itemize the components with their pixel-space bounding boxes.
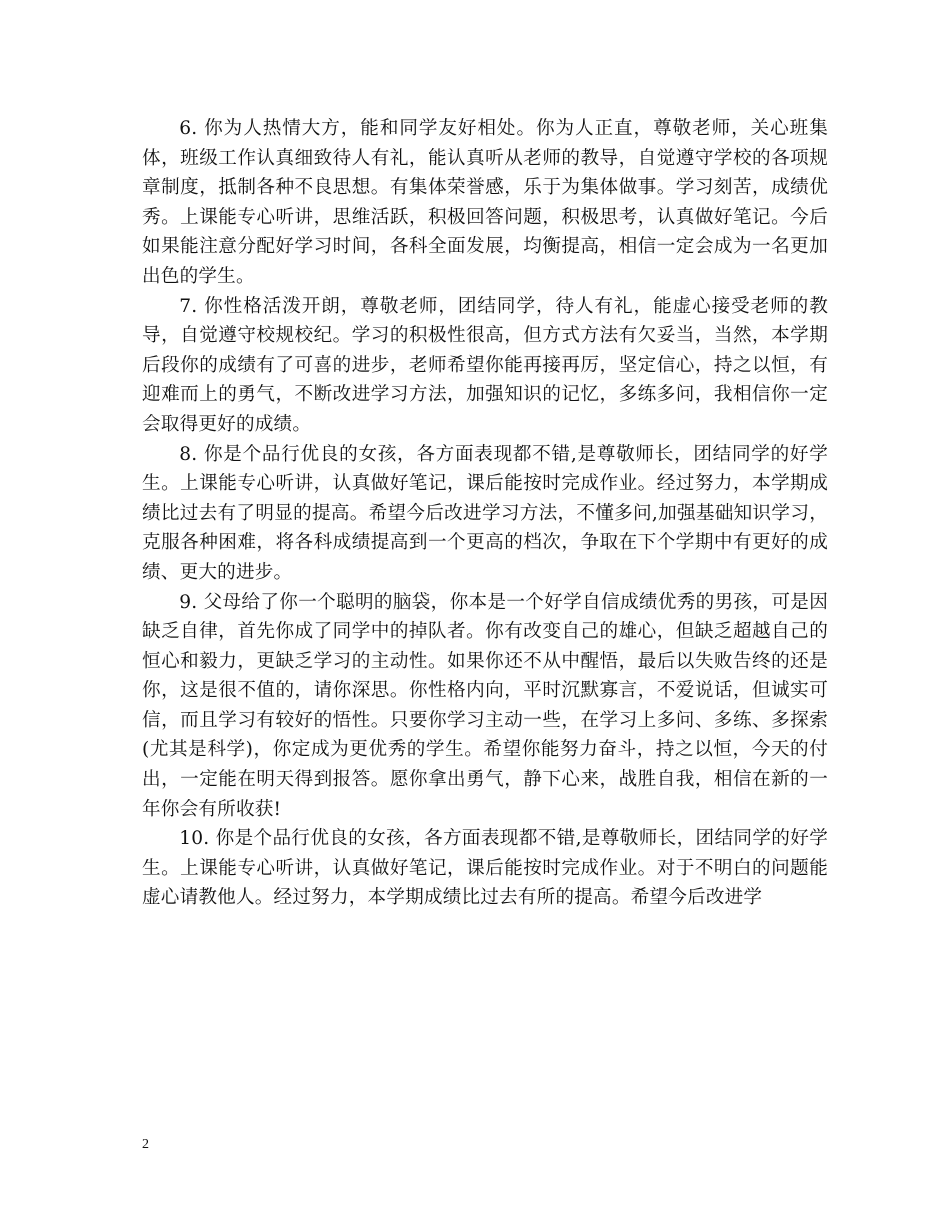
paragraph-8: 8. 你是个品行优良的女孩，各方面表现都不错,是尊敬师长，团结同学的好学生。上课能专心听讲，认真做好笔记，课后能按时完成作业。经过努力，本学期成绩比过去有了明显的提高。希望今后改进学习方法，不懂多问,加强基础知识学习，克服各种困难，将各科成绩提高到一个更高的档次，争取在下个学期中有更好的成绩、更大的进步。	[142, 443, 828, 583]
page-number: 2	[142, 1137, 149, 1152]
paragraph-6: 6. 你为人热情大方，能和同学友好相处。你为人正直，尊敬老师，关心班集体，班级工作认真细致待人有礼，能认真听从老师的教导，自觉遵守学校的各项规章制度，抵制各种不良思想。有集体荣誉感，乐于为集体做事。学习刻苦，成绩优秀。上课能专心听讲，思维活跃，积极回答问题，积极思考，认真做好笔记。今后如果能注意分配好学习时间，各科全面发展，均衡提高，相信一定会成为一名更加出色的学生。	[142, 118, 828, 287]
paragraph-7: 7. 你性格活泼开朗，尊敬老师，团结同学，待人有礼，能虚心接受老师的教导，自觉遵守校规校纪。学习的积极性很高，但方式方法有欠妥当，当然，本学期后段你的成绩有了可喜的进步，老师希望你能再接再厉，坚定信心，持之以恒，有迎难而上的勇气，不断改进学习方法，加强知识的记忆，多练多问，我相信你一定会取得更好的成绩。	[142, 295, 828, 435]
paragraph-9: 9. 父母给了你一个聪明的脑袋，你本是一个好学自信成绩优秀的男孩，可是因缺乏自律，首先你成了同学中的掉队者。你有改变自己的雄心，但缺乏超越自己的恒心和毅力，更缺乏学习的主动性。如果你还不从中醒悟，最后以失败告终的还是你，这是很不值的，请你深思。你性格内向，平时沉默寡言，不爱说话，但诚实可信，而且学习有较好的悟性。只要你学习主动一些，在学习上多问、多练、多探索(尤其是科学)，你定成为更优秀的学生。希望你能努力奋斗，持之以恒，今天的付出，一定能在明天得到报答。愿你拿出勇气，静下心来，战胜自我，相信在新的一年你会有所收获!	[142, 591, 828, 820]
document-body	[142, 114, 828, 913]
paragraph-10: 10. 你是个品行优良的女孩，各方面表现都不错,是尊敬师长，团结同学的好学生。上课能专心听讲，认真做好笔记，课后能按时完成作业。对于不明白的问题能虚心请教他人。经过努力，本学期成绩比过去有所的提高。希望今后改进学	[142, 828, 828, 909]
